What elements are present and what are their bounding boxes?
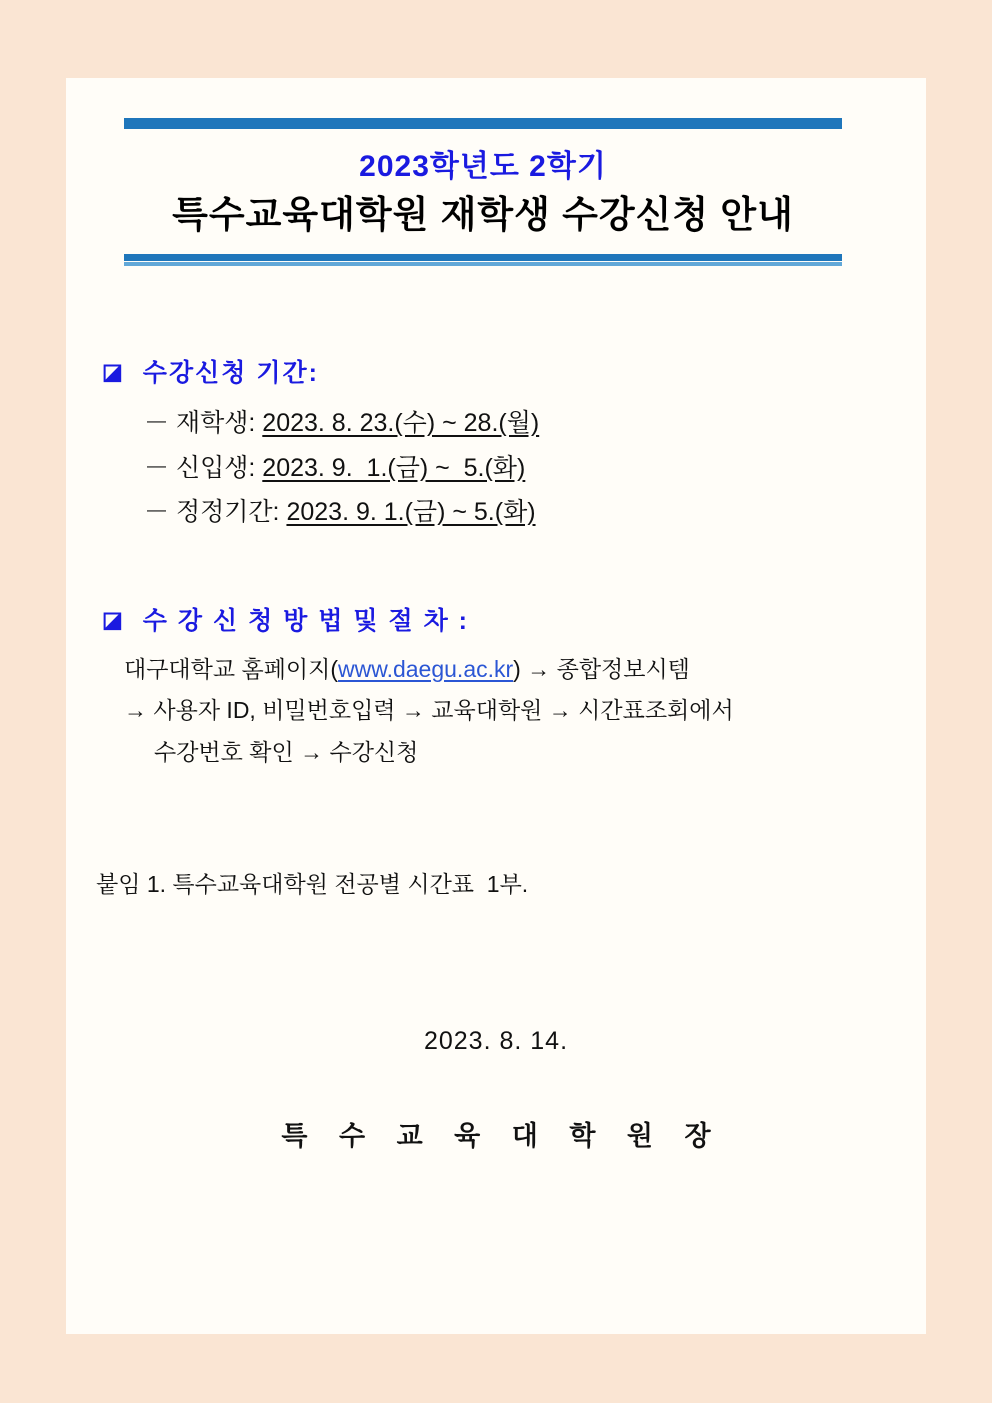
period-value-correction: 2023. 9. 1.(금) ~ 5.(화) — [286, 498, 536, 526]
period-value-current: 2023. 8. 23.(수) ~ 28.(월) — [262, 409, 540, 437]
header-bottom-rule — [124, 254, 842, 266]
procedure-line-3: 수강번호 확인 → 수강신청 — [154, 739, 419, 766]
section-period — [66, 353, 926, 535]
section-period-heading — [66, 353, 926, 389]
section-procedure-heading — [66, 601, 926, 637]
header-bottom-rule-thick — [124, 254, 842, 261]
procedure-line-2: → 사용자 ID, 비밀번호입력 → 교육대학원 → 시간표조회에서 — [124, 697, 734, 724]
procedure-line-1-pre: 대구대학교 홈페이지( — [124, 655, 339, 682]
document-date: 2023. 8. 14. — [423, 1027, 569, 1056]
document-signer: 특 수 교 육 대 학 원 장 — [281, 1121, 723, 1152]
procedure-line-1 — [66, 649, 926, 691]
period-row-correction — [66, 490, 926, 535]
header-top-rule — [124, 118, 842, 129]
header-bottom-rule-thin — [124, 262, 842, 266]
bullet-square-icon: ◪ — [102, 359, 125, 384]
page-title: 특수교육대학원 재학생 수강신청 안내 — [172, 194, 794, 235]
section-period-heading-text: 수강신청 기간: — [142, 359, 319, 387]
period-row-current — [66, 401, 926, 446]
section-gap — [66, 539, 926, 601]
daegu-homepage-link[interactable]: www.daegu.ac.kr — [338, 655, 514, 682]
period-label-correction: － 정정기간: — [144, 498, 280, 526]
section-procedure-heading-text: 수 강 신 청 방 법 및 절 차 : — [142, 606, 469, 635]
document-page — [66, 78, 926, 1334]
section-procedure — [66, 601, 926, 775]
period-label-current: － 재학생: — [144, 409, 256, 437]
period-label-new: － 신입생: — [144, 453, 256, 482]
document-body — [66, 353, 926, 1153]
page-title-subtitle: 2023학년도 2학기 — [359, 150, 607, 183]
bullet-square-icon-2: ◪ — [102, 606, 125, 632]
procedure-line-1-post: ) → 종합정보시템 — [513, 655, 690, 682]
attachment-note: 붙임 1. 특수교육대학원 전공별 시간표 1부. — [96, 871, 529, 898]
title-area — [124, 129, 842, 254]
document-header — [124, 118, 842, 266]
period-row-new — [66, 446, 926, 491]
period-value-new: 2023. 9. 1.(금) ~ 5.(화) — [262, 453, 526, 482]
